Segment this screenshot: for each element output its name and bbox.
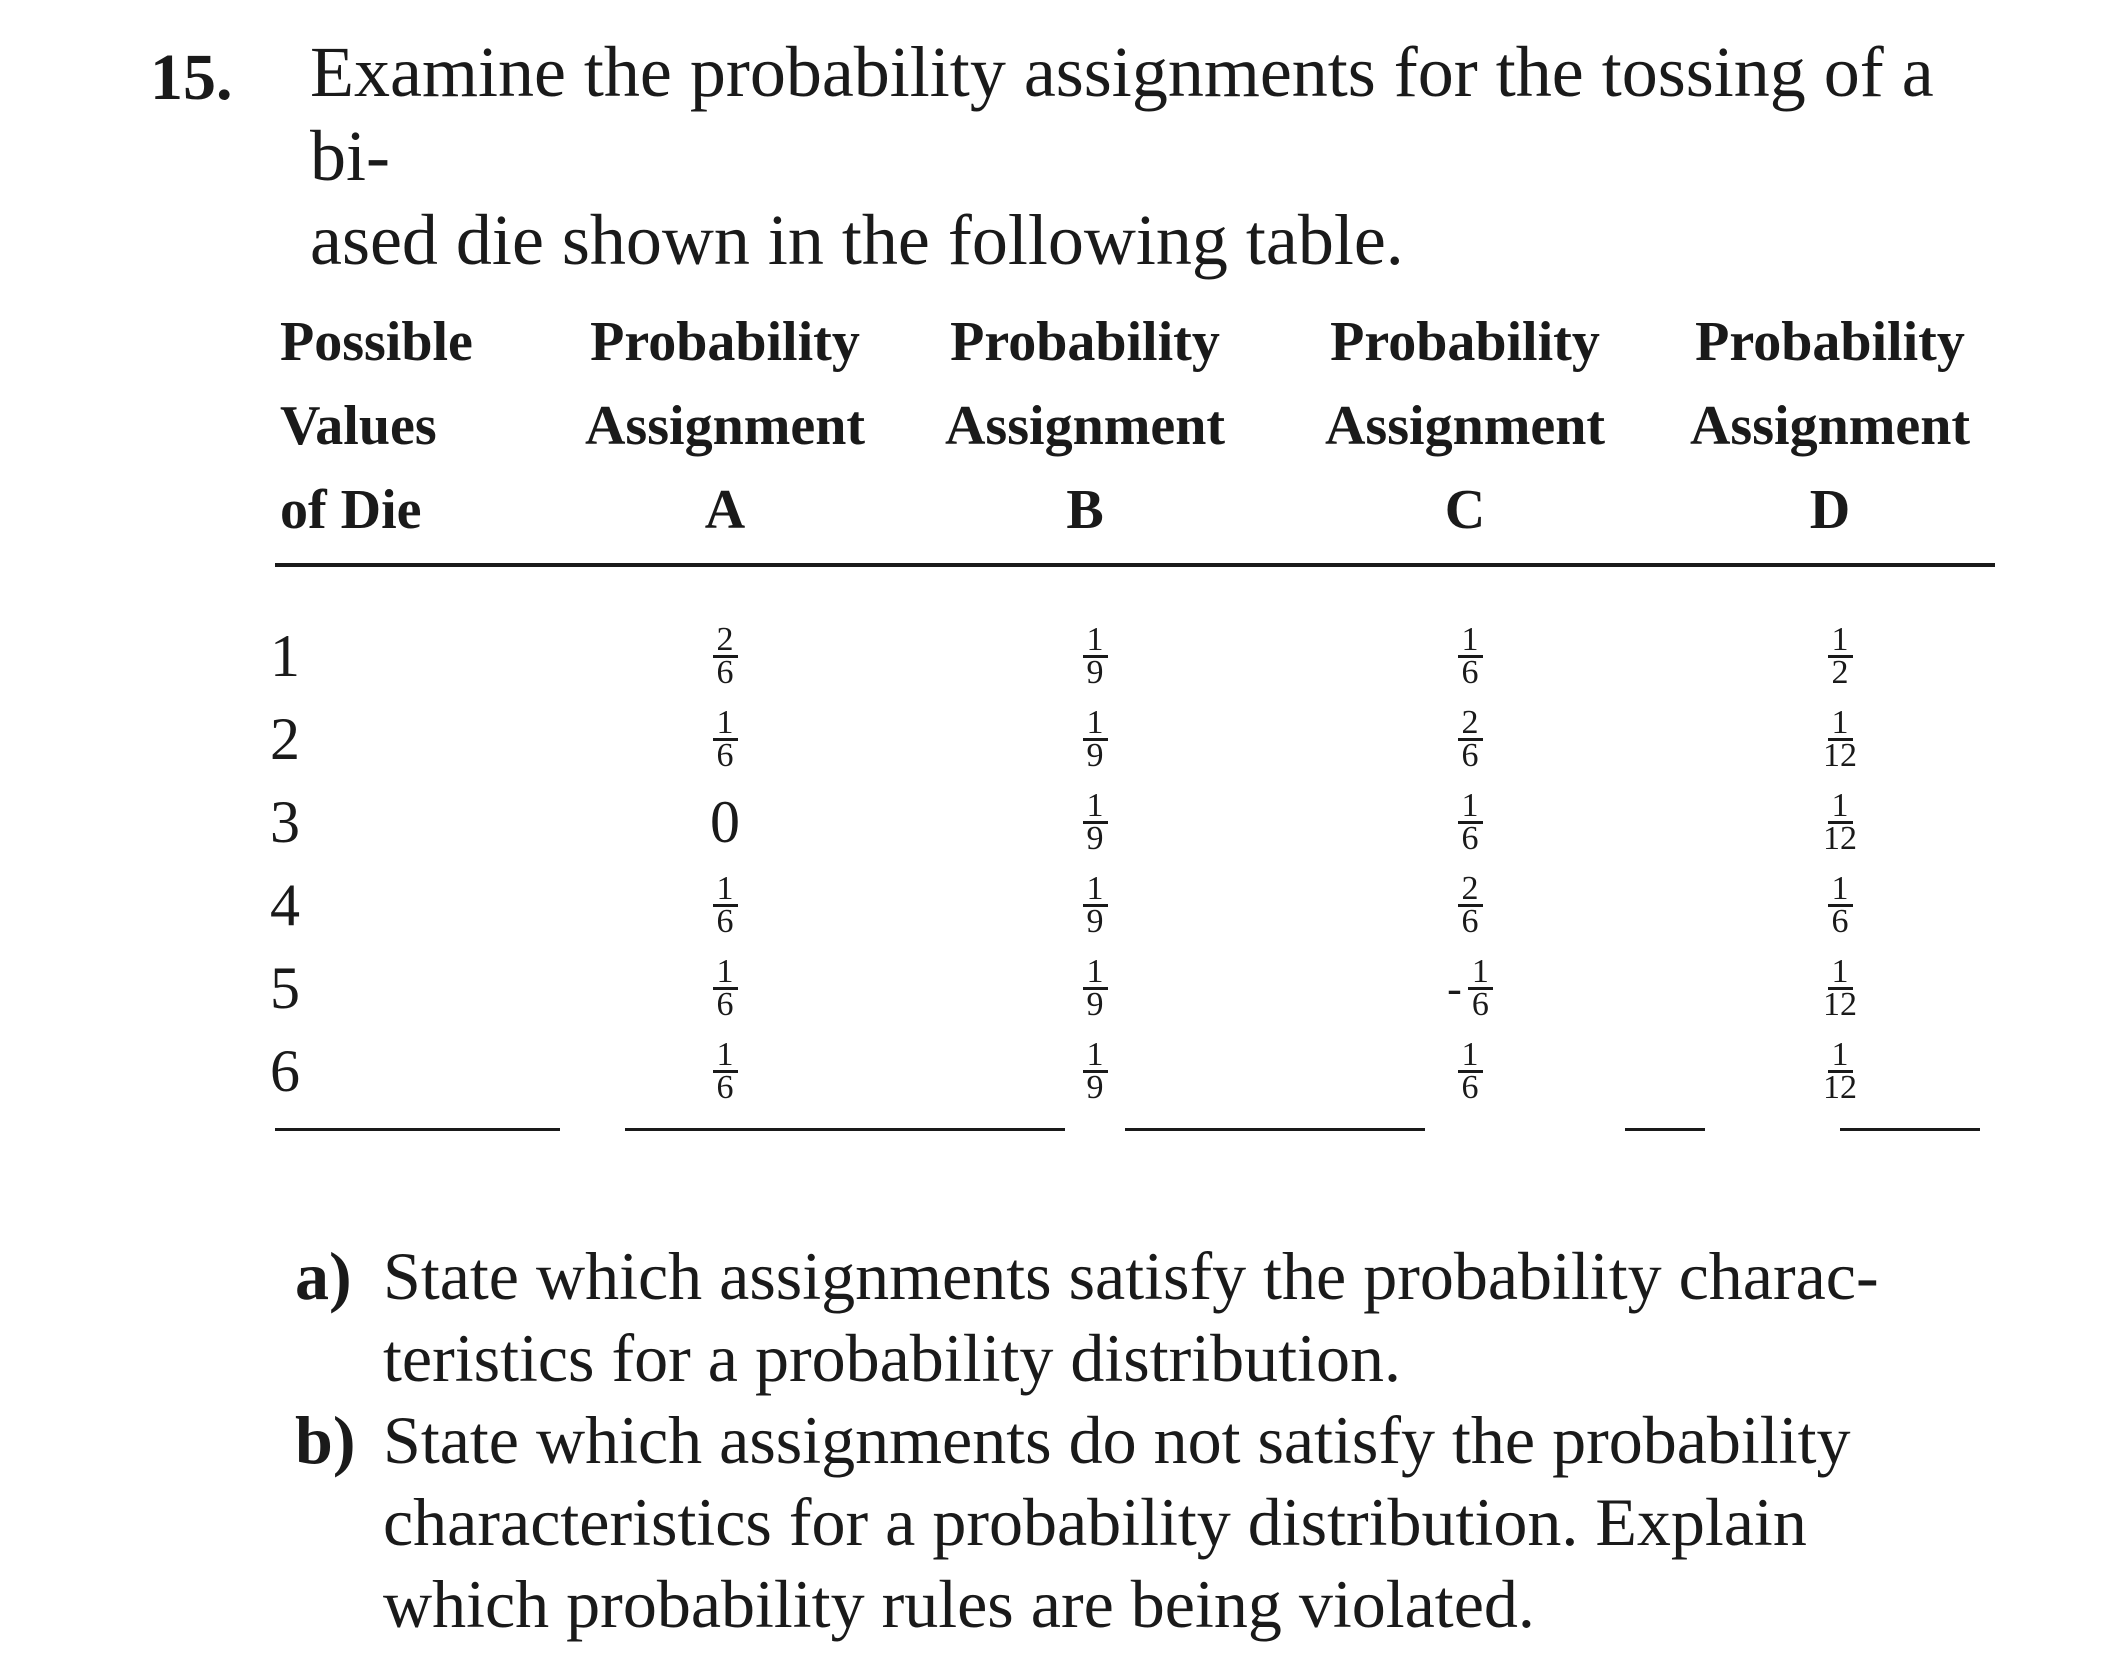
fraction-numerator: 1 <box>1828 791 1853 824</box>
part-b-line: characteristics for a probability distribution. Explain <box>383 1484 1807 1560</box>
column-assignment-b <box>1035 615 1155 1113</box>
fraction <box>1819 787 1861 857</box>
fraction-denominator: 2 <box>1831 654 1849 691</box>
fraction-denominator: 6 <box>716 737 734 774</box>
fraction <box>1828 870 1853 940</box>
fraction-denominator: 6 <box>1831 903 1849 940</box>
fraction-denominator: 12 <box>1823 986 1857 1023</box>
fraction-numerator: 1 <box>713 1040 738 1073</box>
value-cell: 6 <box>270 1038 300 1104</box>
problem-number: 15. <box>150 41 233 114</box>
fraction <box>1458 704 1483 774</box>
fraction-numerator: 1 <box>713 708 738 741</box>
prob-cell-c <box>1410 864 1530 947</box>
part-a-label: a) <box>295 1238 352 1314</box>
fraction <box>1458 870 1483 940</box>
header-line: of Die <box>280 479 422 541</box>
header-assignment-c <box>1300 300 1630 552</box>
header-assignment-a <box>560 300 890 552</box>
prob-cell-a <box>665 781 785 864</box>
fraction-numerator: 1 <box>1083 874 1108 907</box>
prob-cell-a <box>665 864 785 947</box>
table-bottom-rule <box>275 1128 560 1131</box>
header-line: Probability <box>950 311 1220 373</box>
fraction-denominator: 6 <box>716 986 734 1023</box>
fraction-numerator: 1 <box>1458 625 1483 658</box>
fraction-denominator: 6 <box>1461 820 1479 857</box>
part-b-label: b) <box>295 1402 356 1478</box>
prob-cell-c <box>1410 698 1530 781</box>
fraction-denominator: 9 <box>1086 1069 1104 1106</box>
fraction-numerator: 1 <box>1828 957 1853 990</box>
prob-cell-a <box>665 947 785 1030</box>
fraction-denominator: 6 <box>1461 654 1479 691</box>
column-assignment-a <box>665 615 785 1113</box>
value-cell: 4 <box>270 872 300 938</box>
fraction-numerator: 1 <box>1083 625 1108 658</box>
prob-cell-b <box>1035 1030 1155 1113</box>
fraction-denominator: 6 <box>1461 903 1479 940</box>
header-divider <box>275 563 1995 567</box>
fraction <box>1828 621 1853 691</box>
header-line: Values <box>280 395 437 457</box>
table-bottom-rule <box>1625 1128 1705 1131</box>
header-line: Probability <box>590 311 860 373</box>
column-assignment-c <box>1410 615 1530 1113</box>
fraction-denominator: 6 <box>716 654 734 691</box>
fraction-numerator: 1 <box>1828 874 1853 907</box>
prob-cell-a <box>665 615 785 698</box>
fraction-denominator: 9 <box>1086 903 1104 940</box>
fraction-numerator: 2 <box>713 625 738 658</box>
fraction <box>1819 704 1861 774</box>
header-line: Assignment <box>944 395 1226 457</box>
header-line: Assignment <box>584 395 866 457</box>
prob-cell-b <box>1035 615 1155 698</box>
prob-cell-d <box>1780 1030 1900 1113</box>
header-assignment-b <box>930 300 1240 552</box>
fraction-denominator: 6 <box>716 903 734 940</box>
problem-statement <box>310 30 2030 282</box>
problem-statement-line: Examine the probability assignments for the tossing of a bi- <box>310 32 1934 196</box>
prob-cell-d <box>1780 615 1900 698</box>
fraction-numerator: 1 <box>1468 957 1493 990</box>
column-assignment-d <box>1780 615 1900 1113</box>
fraction-numerator: 1 <box>1828 1040 1853 1073</box>
fraction <box>713 1036 738 1106</box>
prob-cell-b <box>1035 947 1155 1030</box>
fraction <box>1819 1036 1861 1106</box>
header-line: Assignment <box>1324 395 1606 457</box>
value-cell: 2 <box>270 706 300 772</box>
fraction <box>1083 787 1108 857</box>
fraction-numerator: 1 <box>1828 708 1853 741</box>
fraction <box>1083 953 1108 1023</box>
fraction <box>1819 953 1861 1023</box>
fraction-denominator: 6 <box>716 1069 734 1106</box>
part-b-line: State which assignments do not satisfy the probability <box>383 1402 1851 1478</box>
fraction <box>713 953 738 1023</box>
negative-sign: - <box>1447 964 1462 1013</box>
fraction-denominator: 12 <box>1823 1069 1857 1106</box>
prob-cell-d <box>1780 781 1900 864</box>
header-line: Probability <box>1330 311 1600 373</box>
value-cell: 1 <box>270 623 300 689</box>
table-bottom-rule <box>1125 1128 1425 1131</box>
fraction <box>1458 621 1483 691</box>
prob-cell-a <box>665 698 785 781</box>
fraction <box>1468 953 1493 1023</box>
question-parts <box>295 1235 2015 1645</box>
header-line: C <box>1444 479 1486 541</box>
fraction-numerator: 1 <box>1828 625 1853 658</box>
prob-cell-c <box>1410 781 1530 864</box>
prob-cell-b <box>1035 781 1155 864</box>
header-assignment-d <box>1665 300 1995 552</box>
header-line: Possible <box>280 311 473 373</box>
header-line: Probability <box>1695 311 1965 373</box>
fraction-numerator: 1 <box>1083 957 1108 990</box>
prob-cell-c <box>1410 615 1530 698</box>
fraction-denominator: 12 <box>1823 820 1857 857</box>
fraction <box>1458 787 1483 857</box>
fraction-numerator: 1 <box>1083 1040 1108 1073</box>
problem-statement-line: ased die shown in the following table. <box>310 200 1404 280</box>
prob-cell-d <box>1780 864 1900 947</box>
prob-cell-c <box>1410 1030 1530 1113</box>
fraction <box>713 621 738 691</box>
header-line: Assignment <box>1689 395 1971 457</box>
probability-table <box>270 300 1990 1150</box>
fraction-denominator: 12 <box>1823 737 1857 774</box>
fraction-numerator: 1 <box>713 957 738 990</box>
fraction-numerator: 1 <box>1083 708 1108 741</box>
column-values <box>270 615 330 1113</box>
header-line: D <box>1809 479 1851 541</box>
value-cell: 5 <box>270 955 300 1021</box>
header-line: B <box>1066 479 1104 541</box>
fraction-numerator: 2 <box>1458 708 1483 741</box>
fraction <box>1083 870 1108 940</box>
fraction <box>1083 704 1108 774</box>
fraction <box>1458 1036 1483 1106</box>
prob-cell-a <box>665 1030 785 1113</box>
prob-cell-b <box>1035 864 1155 947</box>
prob-value: 0 <box>710 789 740 855</box>
fraction-denominator: 6 <box>1461 1069 1479 1106</box>
part-b-line: which probability rules are being violated. <box>383 1566 1535 1642</box>
table-bottom-rule <box>625 1128 1065 1131</box>
fraction <box>1083 1036 1108 1106</box>
fraction-denominator: 9 <box>1086 737 1104 774</box>
fraction-denominator: 6 <box>1461 737 1479 774</box>
fraction-numerator: 1 <box>1458 1040 1483 1073</box>
fraction <box>713 870 738 940</box>
part-a-line: teristics for a probability distribution. <box>383 1320 1401 1396</box>
value-cell: 3 <box>270 789 300 855</box>
table-bottom-rule <box>1840 1128 1980 1131</box>
header-possible-values <box>280 300 473 552</box>
prob-cell-c <box>1410 947 1530 1030</box>
fraction <box>713 704 738 774</box>
part-a-line: State which assignments satisfy the probability charac- <box>383 1238 1879 1314</box>
header-line: A <box>704 479 746 541</box>
part-a <box>295 1235 2015 1399</box>
fraction <box>1083 621 1108 691</box>
prob-cell-d <box>1780 698 1900 781</box>
fraction-denominator: 9 <box>1086 654 1104 691</box>
fraction-numerator: 1 <box>1458 791 1483 824</box>
fraction-numerator: 2 <box>1458 874 1483 907</box>
fraction-numerator: 1 <box>1083 791 1108 824</box>
fraction-numerator: 1 <box>713 874 738 907</box>
prob-cell-b <box>1035 698 1155 781</box>
part-b <box>295 1399 2015 1645</box>
prob-cell-d <box>1780 947 1900 1030</box>
fraction-denominator: 9 <box>1086 986 1104 1023</box>
fraction-denominator: 9 <box>1086 820 1104 857</box>
fraction-denominator: 6 <box>1471 986 1489 1023</box>
